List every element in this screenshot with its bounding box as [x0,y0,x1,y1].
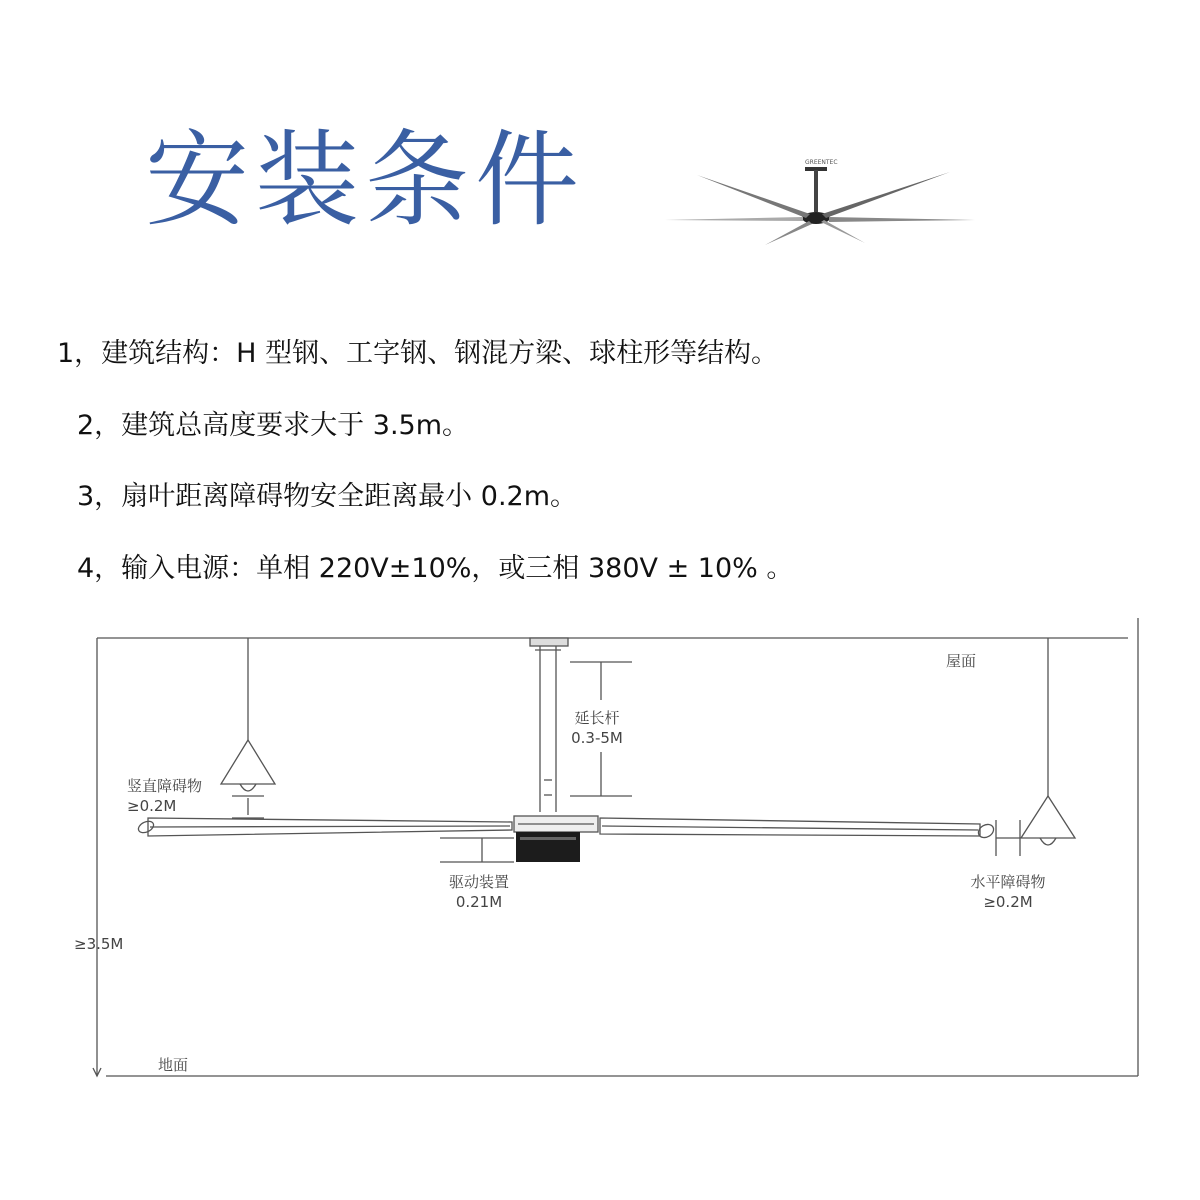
horizontal-obstacle-label [958,872,1058,913]
horizontal-obstacle-name: 水平障碍物 [970,873,1046,891]
vertical-obstacle-value: ≥0.2M [127,797,177,816]
ground-label: 地面 [158,1056,189,1074]
requirement-1: 1，建筑结构：H 型钢、工字钢、钢混方梁、球柱形等结构。 [57,338,779,369]
diagram-drawing [0,600,1200,1100]
ceiling-mount [530,638,568,646]
drive-unit-value: 0.21M [455,893,503,912]
brand-label: GREENTEC [805,159,838,166]
vertical-obstacle-label [127,776,202,817]
hero-fan-illustration [665,150,985,290]
right-lamp-shade [1021,796,1075,838]
requirement-4: 4，输入电源：单相 220V±10%，或三相 380V ± 10% 。 [77,553,794,584]
requirement-3: 3，扇叶距离障碍物安全距离最小 0.2m。 [77,481,578,512]
requirement-2: 2，建筑总高度要求大于 3.5m。 [77,410,470,441]
left-lamp-shade [221,740,275,784]
page-title: 安装条件 [145,119,586,241]
vertical-obstacle-name: 竖直障碍物 [127,777,203,795]
height-label: ≥3.5M [74,935,124,953]
extension-rod-name: 延长杆 [574,709,620,727]
drive-unit-name: 驱动装置 [448,873,509,891]
right-lamp-bulb [1040,838,1056,845]
roof-label: 屋面 [946,652,977,670]
extension-rod-value: 0.3-5M [571,729,623,748]
drive-motor [516,832,580,862]
horizontal-obstacle-value: ≥0.2M [983,893,1033,912]
installation-diagram [0,600,1200,1100]
extension-rod-label [562,708,632,749]
drive-unit-label [434,872,524,913]
left-lamp-bulb [240,784,256,791]
